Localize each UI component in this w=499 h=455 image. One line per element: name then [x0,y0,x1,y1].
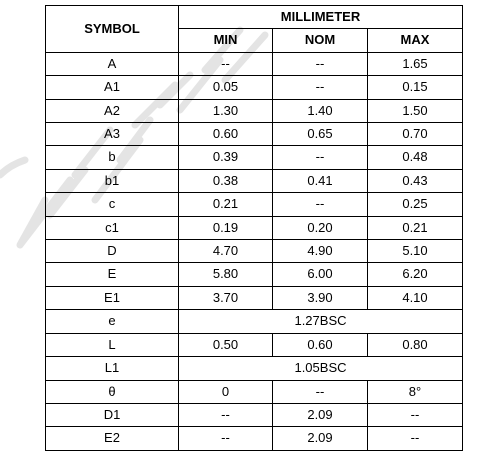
cell-min: 0.50 [179,333,273,356]
cell-min: 0.19 [179,216,273,239]
cell-nom: 3.90 [273,286,368,309]
cell-symbol: c1 [46,216,179,239]
cell-nom: -- [273,146,368,169]
cell-max: 0.25 [368,193,463,216]
cell-max: 0.43 [368,169,463,192]
cell-nom: -- [273,380,368,403]
cell-symbol: A2 [46,99,179,122]
cell-nom: 0.20 [273,216,368,239]
table-row [46,76,463,99]
table-row [46,169,463,192]
cell-symbol: E2 [46,427,179,450]
cell-symbol: A [46,52,179,75]
cell-min: 0.21 [179,193,273,216]
header-millimeter: MILLIMETER [179,6,463,29]
cell-symbol: E [46,263,179,286]
cell-symbol: E1 [46,286,179,309]
cell-max: 1.65 [368,52,463,75]
table-row [46,146,463,169]
cell-max: -- [368,403,463,426]
table-row [46,310,463,333]
cell-symbol: e [46,310,179,333]
cell-nom: 6.00 [273,263,368,286]
cell-max: 6.20 [368,263,463,286]
cell-symbol: c [46,193,179,216]
cell-min: 0 [179,380,273,403]
cell-min: -- [179,427,273,450]
cell-symbol: A3 [46,123,179,146]
cell-symbol: b [46,146,179,169]
cell-nom: -- [273,193,368,216]
cell-max: 4.10 [368,286,463,309]
table-row [46,380,463,403]
header-max: MAX [368,29,463,52]
table-row [46,123,463,146]
cell-symbol: L [46,333,179,356]
cell-symbol: A1 [46,76,179,99]
cell-symbol: D1 [46,403,179,426]
header-row-group [46,6,463,29]
header-nom: NOM [273,29,368,52]
cell-nom: -- [273,52,368,75]
cell-nom: -- [273,76,368,99]
cell-span-value: 1.27BSC [179,310,463,333]
cell-min: 0.60 [179,123,273,146]
cell-max: 0.15 [368,76,463,99]
table-row [46,357,463,380]
header-min: MIN [179,29,273,52]
cell-min: 1.30 [179,99,273,122]
cell-min: 0.38 [179,169,273,192]
cell-min: 5.80 [179,263,273,286]
cell-min: 0.05 [179,76,273,99]
cell-nom: 0.60 [273,333,368,356]
cell-max: -- [368,427,463,450]
table-row [46,263,463,286]
cell-symbol: D [46,240,179,263]
cell-nom: 1.40 [273,99,368,122]
table-row [46,286,463,309]
cell-max: 5.10 [368,240,463,263]
table-row [46,99,463,122]
cell-nom: 0.65 [273,123,368,146]
header-symbol: SYMBOL [46,6,179,53]
cell-symbol: L1 [46,357,179,380]
cell-max: 0.70 [368,123,463,146]
table-row [46,333,463,356]
dimension-table [45,5,463,451]
cell-min: -- [179,52,273,75]
cell-nom: 0.41 [273,169,368,192]
cell-min: 0.39 [179,146,273,169]
cell-max: 1.50 [368,99,463,122]
table-row [46,52,463,75]
cell-span-value: 1.05BSC [179,357,463,380]
cell-max: 0.21 [368,216,463,239]
cell-nom: 2.09 [273,403,368,426]
cell-min: -- [179,403,273,426]
table-row [46,216,463,239]
cell-max: 0.48 [368,146,463,169]
cell-symbol: θ [46,380,179,403]
cell-min: 3.70 [179,286,273,309]
table-row [46,240,463,263]
cell-max: 0.80 [368,333,463,356]
table-row [46,427,463,450]
cell-nom: 2.09 [273,427,368,450]
table-row [46,193,463,216]
cell-symbol: b1 [46,169,179,192]
cell-min: 4.70 [179,240,273,263]
table-row [46,403,463,426]
cell-nom: 4.90 [273,240,368,263]
cell-max: 8° [368,380,463,403]
